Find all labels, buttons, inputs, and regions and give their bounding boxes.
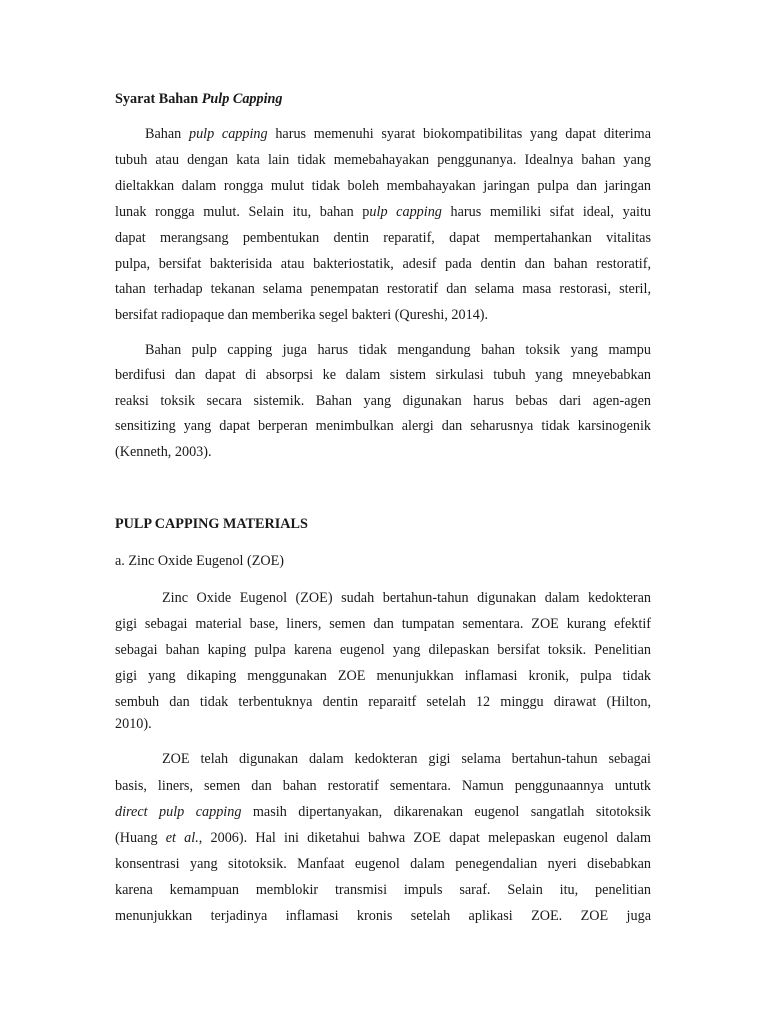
para2-line: Bahan pulp capping juga harus tidak mengandung bahan toksik yang mampu xyxy=(145,342,651,358)
para4-line: konsentrasi yang sitotoksik. Manfaat eugenol dalam penegendalian nyeri disebabkan xyxy=(115,856,651,872)
para1-line: bersifat radiopaque dan memberika segel bakteri (Qureshi, 2014). xyxy=(115,307,489,323)
para4-line: ZOE telah digunakan dalam kedokteran gigi selama bertahun-tahun sebagai xyxy=(162,751,651,767)
section-heading-materials: PULP CAPPING MATERIALS xyxy=(115,516,308,532)
para1-line: tahan terhadap tekanan selama penempatan restoratif dan selama masa restorasi, steril, xyxy=(115,281,651,297)
para2-line: sensitizing yang dapat berperan menimbulkan alergi dan seharusnya tidak karsinogenik xyxy=(115,418,651,434)
para3-line: gigi sebagai material base, liners, semen dan tumpatan sementara. ZOE kurang efektif xyxy=(115,616,651,632)
para4-line: basis, liners, semen dan bahan restoratif sementara. Namun penggunaannya untutk xyxy=(115,778,651,794)
para1-line: pulpa, bersifat bakterisida atau bakteriostatik, adesif pada dentin dan bahan restoratif, xyxy=(115,256,651,272)
para2-line: (Kenneth, 2003). xyxy=(115,444,212,460)
para3-line: gigi yang dikaping menggunakan ZOE menunjukkan inflamasi kronik, pulpa tidak xyxy=(115,668,651,684)
section-heading-syarat: Syarat Bahan Pulp Capping xyxy=(115,91,283,107)
para2-line: reaksi toksik secara sistemik. Bahan yang digunakan harus bebas dari agen-agen xyxy=(115,393,651,409)
para1-line: dieltakkan dalam rongga mulut tidak boleh membahayakan jaringan pulpa dan jaringan xyxy=(115,178,651,194)
para3-line: 2010). xyxy=(115,716,152,732)
para3-line: Zinc Oxide Eugenol (ZOE) sudah bertahun-tahun digunakan dalam kedokteran xyxy=(162,590,651,606)
para4-line: menunjukkan terjadinya inflamasi kronis setelah aplikasi ZOE. ZOE juga xyxy=(115,908,651,924)
para1-line: tubuh atau dengan kata lain tidak memebahayakan penggunanya. Idealnya bahan yang xyxy=(115,152,651,168)
para1-line: lunak rongga mulut. Selain itu, bahan pulp capping harus memiliki sifat ideal, yaitu xyxy=(115,204,651,220)
para3-line: sebagai bahan kaping pulpa karena eugenol yang dilepaskan bersifat toksik. Penelitian xyxy=(115,642,651,658)
para4-line: (Huang et al., 2006). Hal ini diketahui bahwa ZOE dapat melepaskan eugenol dalam xyxy=(115,830,651,846)
para4-line: direct pulp capping masih dipertanyakan, dikarenakan eugenol sangatlah sitotoksik xyxy=(115,804,652,820)
subheading-zoe: a. Zinc Oxide Eugenol (ZOE) xyxy=(115,553,285,569)
para3-line: sembuh dan tidak terbentuknya dentin reparaitf setelah 12 minggu dirawat (Hilton, xyxy=(115,694,651,710)
para1-line: dapat merangsang pembentukan dentin reparatif, dapat mempertahankan vitalitas xyxy=(115,230,651,246)
para1-line: Bahan pulp capping harus memenuhi syarat biokompatibilitas yang dapat diterima xyxy=(145,126,652,142)
para4-line: karena kemampuan memblokir transmisi impuls saraf. Selain itu, penelitian xyxy=(115,882,651,898)
para2-line: berdifusi dan dapat di absorpsi ke dalam sistem sirkulasi tubuh yang mneyebabkan xyxy=(115,367,651,383)
